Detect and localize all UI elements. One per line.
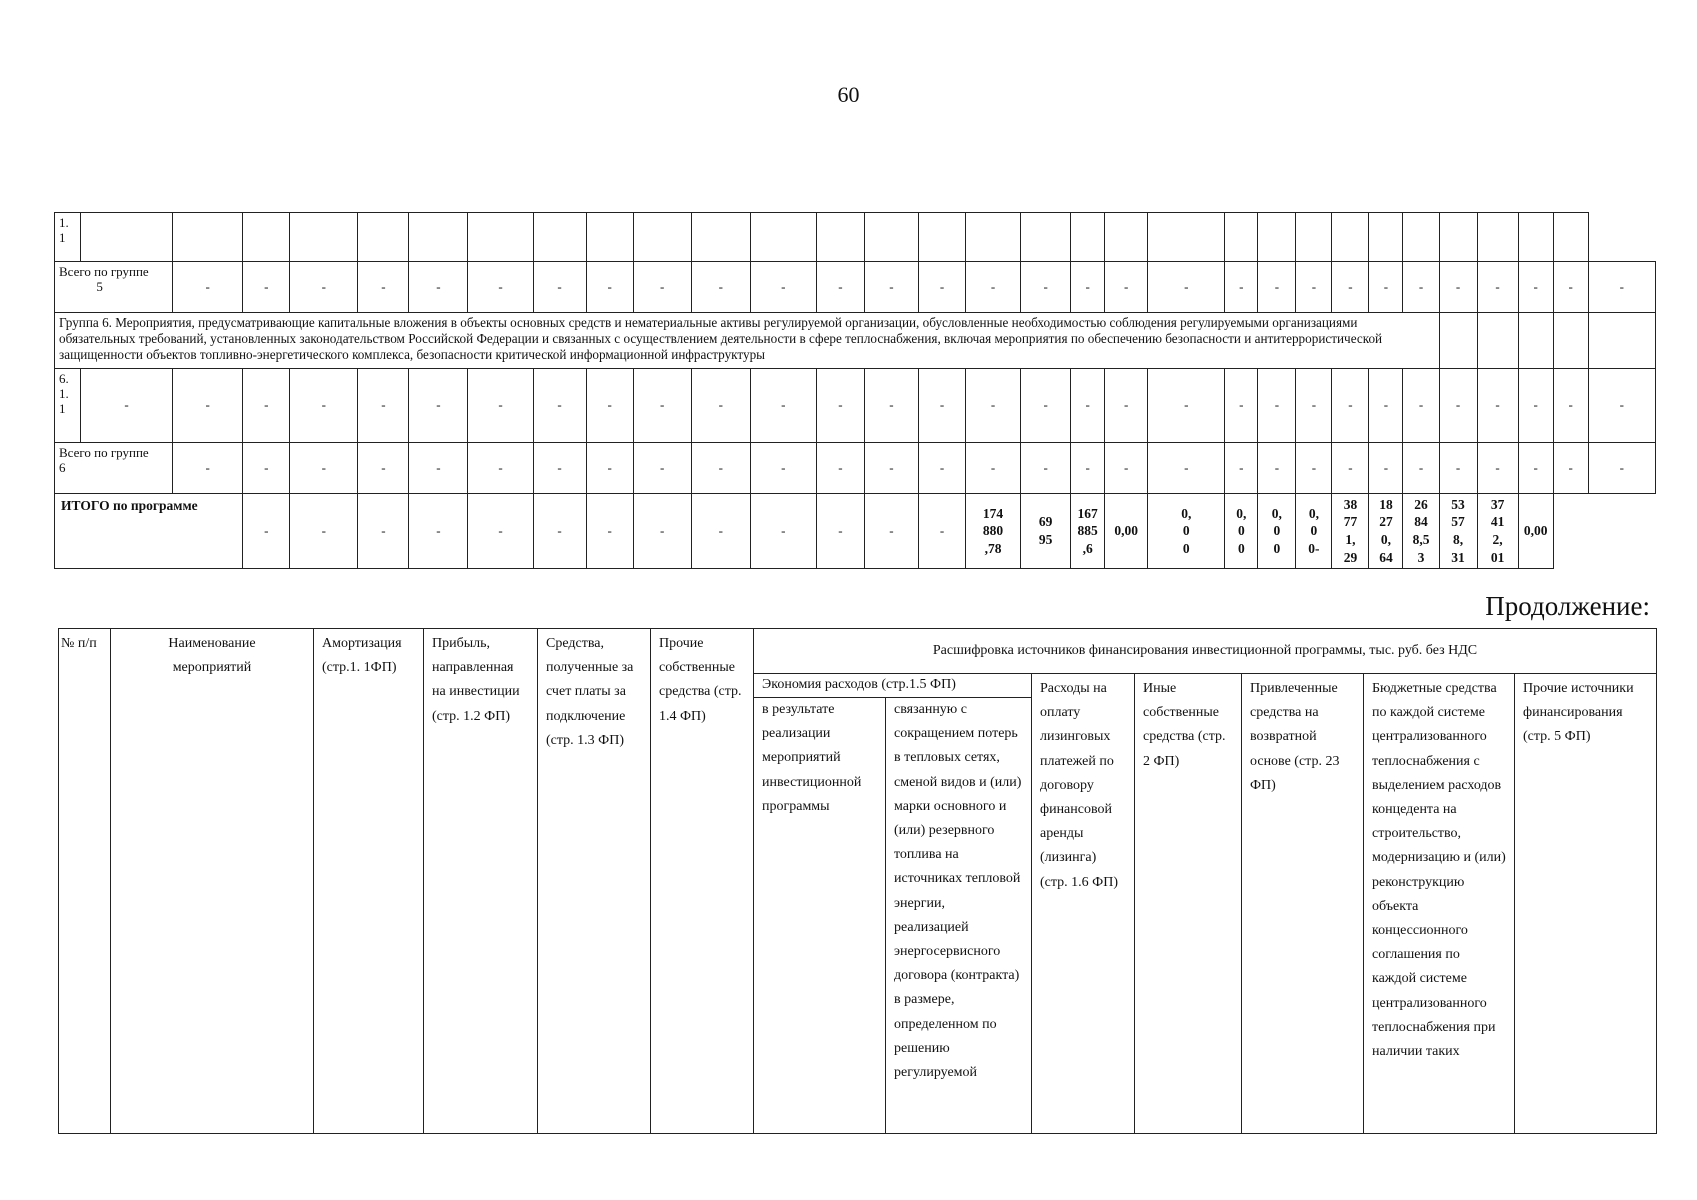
dash-cell: - xyxy=(1369,369,1403,443)
dash-cell: - xyxy=(864,369,918,443)
dash-cell: - xyxy=(586,262,633,313)
dash-cell: - xyxy=(966,443,1021,494)
dash-cell: - xyxy=(468,494,533,569)
dash-cell: - xyxy=(290,494,358,569)
dash-cell: - xyxy=(243,369,290,443)
dash-cell: - xyxy=(1105,443,1148,494)
dash-cell: - xyxy=(1258,443,1296,494)
dash-cell: - xyxy=(1518,443,1553,494)
dash-cell: - xyxy=(816,443,864,494)
dash-cell: - xyxy=(750,494,816,569)
header-cost-savings: Экономия расходов (стр.1.5 ФП) xyxy=(754,674,1032,698)
total-value: 0, 0 0 xyxy=(1258,494,1296,569)
dash-cell: - xyxy=(409,369,468,443)
dash-cell: - xyxy=(1553,443,1588,494)
dash-cell: - xyxy=(1403,369,1439,443)
dash-cell: - xyxy=(864,262,918,313)
dash-cell: - xyxy=(358,494,409,569)
dash-cell: - xyxy=(409,443,468,494)
dash-cell: - xyxy=(1477,369,1518,443)
program-total-row xyxy=(55,494,1656,569)
dash-cell: - xyxy=(1021,262,1071,313)
dash-cell: - xyxy=(816,369,864,443)
total-value: 167 885 ,6 xyxy=(1071,494,1105,569)
dash-cell: - xyxy=(1553,262,1588,313)
dash-cell: - xyxy=(864,494,918,569)
dash-cell: - xyxy=(468,443,533,494)
dash-cell: - xyxy=(1225,443,1258,494)
dash-cell: - xyxy=(1518,262,1553,313)
total-value: 38 77 1, 29 xyxy=(1332,494,1369,569)
dash-cell: - xyxy=(586,369,633,443)
dash-cell: - xyxy=(1588,443,1655,494)
bottom-table-header xyxy=(58,628,1657,1134)
dash-cell: - xyxy=(633,443,691,494)
dash-cell: - xyxy=(1477,443,1518,494)
dash-cell: - xyxy=(290,443,358,494)
dash-cell: - xyxy=(468,369,533,443)
dash-cell: - xyxy=(243,494,290,569)
group-5-total-label: Всего по группе 5 xyxy=(55,262,173,313)
dash-cell: - xyxy=(966,262,1021,313)
dash-cell: - xyxy=(243,262,290,313)
dash-cell: - xyxy=(1439,443,1477,494)
dash-cell: - xyxy=(1296,443,1332,494)
dash-cell: - xyxy=(1071,262,1105,313)
dash-cell: - xyxy=(173,369,243,443)
total-value: 0, 0 0 xyxy=(1225,494,1258,569)
dash-cell: - xyxy=(633,262,691,313)
dash-cell: - xyxy=(966,369,1021,443)
dash-cell: - xyxy=(1105,369,1148,443)
total-value: 18 27 0, 64 xyxy=(1369,494,1403,569)
dash-cell: - xyxy=(1296,369,1332,443)
total-value: 0, 0 0- xyxy=(1296,494,1332,569)
dash-cell: - xyxy=(173,262,243,313)
dash-cell: - xyxy=(750,369,816,443)
header-other-sources: Прочие источники финансирования (стр. 5 ФП) xyxy=(1515,674,1657,1134)
header-amortization: Амортизация (стр.1. 1ФП) xyxy=(314,629,424,1134)
dash-cell: - xyxy=(409,494,468,569)
dash-cell: - xyxy=(750,262,816,313)
dash-cell: - xyxy=(816,494,864,569)
dash-cell: - xyxy=(691,494,750,569)
dash-cell: - xyxy=(633,494,691,569)
dash-cell: - xyxy=(1258,369,1296,443)
dash-cell: - xyxy=(1403,443,1439,494)
header-other-funds: Иные собственные средства (стр. 2 ФП) xyxy=(1135,674,1242,1134)
row-number: 6. 1. 1 xyxy=(55,369,81,443)
table-row-6-1-1 xyxy=(55,369,1656,443)
dash-cell: - xyxy=(1588,369,1655,443)
group-5-total-row xyxy=(55,262,1656,313)
group-6-total-label: Всего по группе 6 xyxy=(55,443,173,494)
total-value: 69 95 xyxy=(1021,494,1071,569)
dash-cell: - xyxy=(586,494,633,569)
dash-cell: - xyxy=(1071,443,1105,494)
group-6-title: Группа 6. Мероприятия, предусматривающие капитальные вложения в объекты основных средств и нематериальные активы регулируемой организации, обусловленные необходимостью соблюдения регулируемыми организациями обязательных требований, установленных законодательством Российской Федерации и связанных с осуществлением деятельности в сфере теплоснабжения, включая мероприятия по обеспечению безопасности и антитеррористической защищенности объектов топливно-энергетического комплекса, безопасности критической информационной инфраструктуры xyxy=(55,313,1440,369)
dash-cell: - xyxy=(1332,262,1369,313)
dash-cell: - xyxy=(358,262,409,313)
dash-cell: - xyxy=(918,369,965,443)
dash-cell: - xyxy=(1225,369,1258,443)
header-name: Наименование мероприятий xyxy=(111,629,314,1134)
header-savings-losses: связанную с сокращением потерь в тепловых сетях, сменой видов и (или) марки основного и (или) резервного топлива на источниках тепловой энергии, реализацией энергосервисного договора (контракта) в размере, определенном по решению регулируемой xyxy=(886,698,1032,1134)
program-total-label: ИТОГО по программе xyxy=(55,494,243,569)
total-value: 53 57 8, 31 xyxy=(1439,494,1477,569)
dash-cell: - xyxy=(1439,369,1477,443)
total-value: 174 880 ,78 xyxy=(966,494,1021,569)
header-number: № п/п xyxy=(59,629,111,1134)
dash-cell: - xyxy=(691,262,750,313)
dash-cell: - xyxy=(290,369,358,443)
dash-cell: - xyxy=(290,262,358,313)
header-savings-program: в результате реализации мероприятий инвестиционной программы xyxy=(754,698,886,1134)
total-value: 0,00 xyxy=(1518,494,1553,569)
dash-cell: - xyxy=(243,443,290,494)
dash-cell: - xyxy=(864,443,918,494)
dash-cell: - xyxy=(173,443,243,494)
dash-cell: - xyxy=(816,262,864,313)
dash-cell: - xyxy=(1148,443,1225,494)
dash-cell: - xyxy=(533,494,586,569)
dash-cell: - xyxy=(1225,262,1258,313)
dash-cell: - xyxy=(1021,369,1071,443)
dash-cell: - xyxy=(1403,262,1439,313)
dash-cell: - xyxy=(1071,369,1105,443)
header-profit: Прибыль, направленная на инвестиции (стр. 1.2 ФП) xyxy=(424,629,538,1134)
dash-cell: - xyxy=(1477,262,1518,313)
dash-cell: - xyxy=(533,443,586,494)
dash-cell: - xyxy=(1518,369,1553,443)
dash-cell: - xyxy=(1148,262,1225,313)
header-connection-fee: Средства, полученные за счет платы за подключение (стр. 1.3 ФП) xyxy=(538,629,651,1134)
dash-cell: - xyxy=(1439,262,1477,313)
dash-cell: - xyxy=(409,262,468,313)
dash-cell: - xyxy=(691,369,750,443)
group-6-header-row xyxy=(55,313,1656,369)
dash-cell: - xyxy=(750,443,816,494)
header-budget-funds: Бюджетные средства по каждой системе централизованного теплоснабжения с выделением расходов концедента на строительство, модернизацию и (или) реконструкцию объекта концессионного соглашения по каждой системе централизованного теплоснабжения при наличии таких xyxy=(1364,674,1515,1134)
dash-cell: - xyxy=(1021,443,1071,494)
dash-cell: - xyxy=(918,443,965,494)
dash-cell: - xyxy=(1369,443,1403,494)
total-value: 0, 0 0 xyxy=(1148,494,1225,569)
dash-cell: - xyxy=(1296,262,1332,313)
header-other-own-funds: Прочие собственные средства (стр. 1.4 ФП) xyxy=(651,629,754,1134)
dash-cell: - xyxy=(918,494,965,569)
header-leasing: Расходы на оплату лизинговых платежей по договору финансовой аренды (лизинга) (стр. 1.6 ФП) xyxy=(1032,674,1135,1134)
header-borrowed-funds: Привлеченные средства на возвратной основе (стр. 23 ФП) xyxy=(1242,674,1364,1134)
row-name: - xyxy=(81,369,173,443)
dash-cell: - xyxy=(533,369,586,443)
dash-cell: - xyxy=(1332,443,1369,494)
group-6-total-row xyxy=(55,443,1656,494)
page-number: 60 xyxy=(837,82,860,107)
dash-cell: - xyxy=(1258,262,1296,313)
row-number: 1. 1 xyxy=(55,213,81,262)
dash-cell: - xyxy=(633,369,691,443)
dash-cell: - xyxy=(586,443,633,494)
dash-cell: - xyxy=(358,443,409,494)
total-value: 26 84 8,5 3 xyxy=(1403,494,1439,569)
total-value: 37 41 2, 01 xyxy=(1477,494,1518,569)
dash-cell: - xyxy=(1148,369,1225,443)
dash-cell: - xyxy=(691,443,750,494)
dash-cell: - xyxy=(1369,262,1403,313)
total-value: 0,00 xyxy=(1105,494,1148,569)
header-financing-sources: Расшифровка источников финансирования инвестиционной программы, тыс. руб. без НДС xyxy=(754,629,1657,674)
dash-cell: - xyxy=(358,369,409,443)
table-row-1-1 xyxy=(55,213,1656,262)
dash-cell: - xyxy=(1105,262,1148,313)
dash-cell: - xyxy=(533,262,586,313)
continuation-label: Продолжение: xyxy=(1485,591,1650,621)
dash-cell: - xyxy=(468,262,533,313)
dash-cell: - xyxy=(1332,369,1369,443)
top-table xyxy=(54,212,1656,569)
dash-cell: - xyxy=(1588,262,1655,313)
dash-cell: - xyxy=(1553,369,1588,443)
dash-cell: - xyxy=(918,262,965,313)
